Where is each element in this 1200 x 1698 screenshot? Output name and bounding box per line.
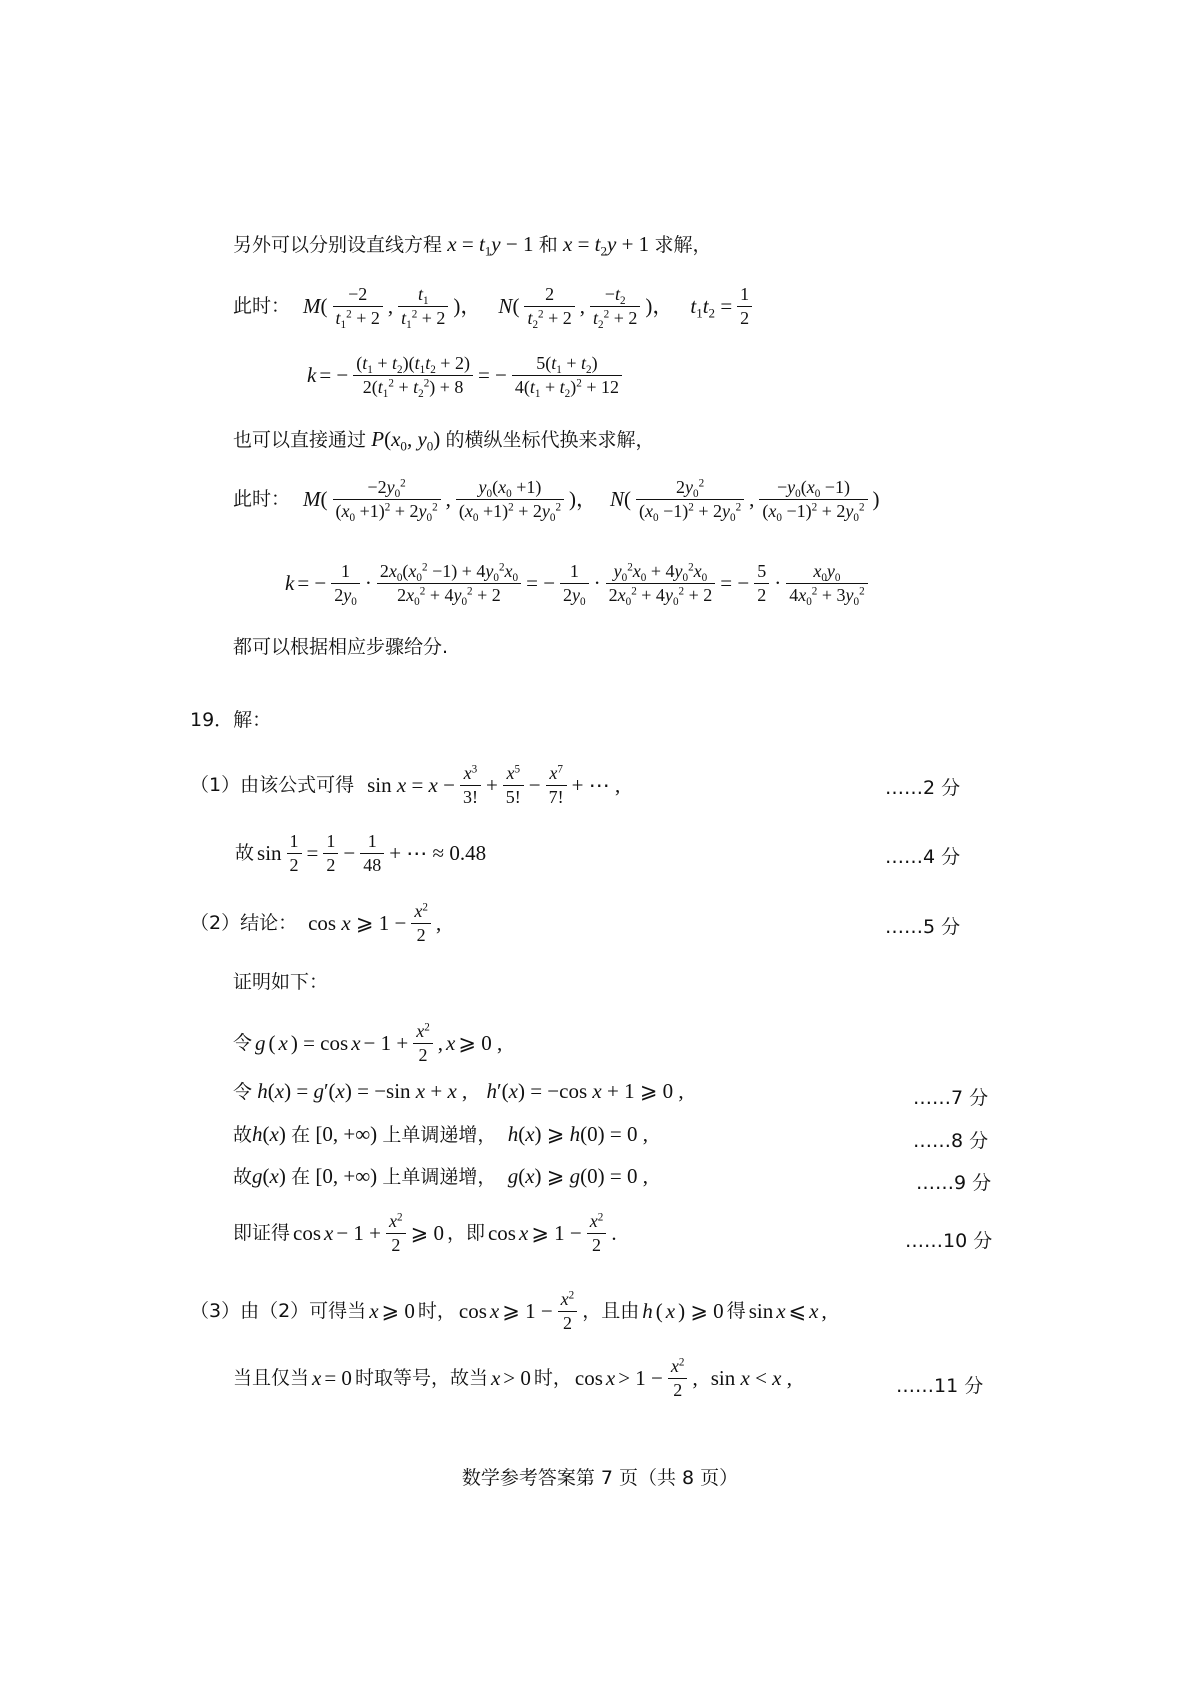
line-eq-2: $x = t_2y + 1$: [562, 232, 650, 259]
score-4: ……4 分: [885, 846, 961, 868]
part1-result: 故 sin 1 2 = 1 2 − 1 48 + ⋯ ≈ 0.48: [235, 831, 487, 875]
q19-heading: 19．解：: [190, 709, 272, 731]
alt-intro-line: 另外可以分别设直线方程 $x = t_1y - 1$ 和 $x = t_2y + 1$ 求解，: [233, 232, 712, 259]
part3-line2: 当且仅当 x = 0 时取等号，故当 x > 0 时， cos x > 1 − $x^2$ 2 , sin x < x ,: [233, 1356, 792, 1400]
score-5: ……5 分: [885, 916, 961, 938]
score-11: ……11 分: [896, 1375, 984, 1397]
slope-xy-line: k = − 1 $2y_0$ · $2x_0(x_0^2 -1) + 4y_0^2x_0$ $2x_0^2 + 4y_0^2 + 2$ = − 1 $2y_0$ · $y_0^2x_0 + 4y_0^2x_0$ $2x_0^2 + 4y_0^2 + 2$ = − 5 2 · $x_0y_0$ $4x_0^2 + 3y_0^2$: [285, 560, 870, 606]
score-7: ……7 分: [913, 1087, 989, 1109]
proof-intro: 证明如下：: [233, 971, 329, 993]
proof-conclusion: 即证得 cos x − 1 + $x^2$ 2 ⩾ 0 ，即 cos x ⩾ 1 − $x^2$ 2 .: [233, 1211, 617, 1255]
closing-note: 都可以根据相应步骤给分.: [233, 636, 449, 658]
points-t-line: 此时： M( −2 $t_1^2 + 2$ , $t_1$ $t_1^2 + 2$ )， N( 2 $t_2^2 + 2$ , $-t_2$ $t_2^2 + 2$ )， $t_1t_2$ = $\frac{1}{2}$: [233, 283, 754, 329]
alt2-line: 也可以直接通过 $P(x_0$, $y_0$) 的横纵坐标代换来求解，: [233, 427, 655, 454]
define-h-line: 令 h(x) = g′(x) = −sin x + x , h′(x) = −cos x + 1 ⩾ 0 ,: [233, 1079, 684, 1103]
part3-line1: （3）由（2）可得当 x ⩾ 0 时， cos x ⩾ 1 − $x^2$ 2 ，且由 h ( x ) ⩾ 0 得 sin x ⩽ x ,: [190, 1289, 827, 1333]
score-8: ……8 分: [913, 1130, 989, 1152]
score-9: ……9 分: [916, 1172, 992, 1194]
part2-line: （2）结论： cos x ⩾ 1 − $\frac{x^2}{2}$ ,: [190, 901, 442, 945]
slope-t-line: k = − $(t_1 + t_2)(t_1t_2 + 2)$ $2(t_1^2 + t_2^2) + 8$ = − $5(t_1 + t_2)$ $4(t_1 + t_2)^2 + 12$: [307, 352, 624, 398]
score-10: ……10 分: [905, 1230, 993, 1252]
points-xy-line: 此时： M( $-2y_0^2$ $(x_0 +1)^2 + 2y_0^2$ , $y_0(x_0 +1)$ $(x_0 +1)^2 + 2y_0^2$ )， N( $2y_0^2$ $(x_0 -1)^2 + 2y_0^2$ , $-y_0(x_0 -1)$ $(x_0 -1)^2 + 2y_0^2$ ): [233, 477, 880, 524]
part1-line: （1）由该公式可得 sin x = x − $\frac{x^3}{3!}$ + $x^5$ 5! − $x^7$ 7! + ⋯ ,: [190, 763, 621, 807]
line-eq-1: $x = t_1y - 1$: [447, 232, 534, 259]
h-increasing-line: 故h(x) 在 [0, +∞) 上单调递增， h(x) ⩾ h(0) = 0 ,: [233, 1122, 648, 1146]
define-g-line: 令 g ( x ) = cos x − 1 + $x^2$ 2 , x ⩾ 0 ,: [233, 1021, 503, 1065]
page-footer: 数学参考答案第 7 页（共 8 页）: [461, 1467, 739, 1489]
g-increasing-line: 故g(x) 在 [0, +∞) 上单调递增， g(x) ⩾ g(0) = 0 ,: [233, 1164, 648, 1188]
score-2: ……2 分: [885, 777, 961, 799]
